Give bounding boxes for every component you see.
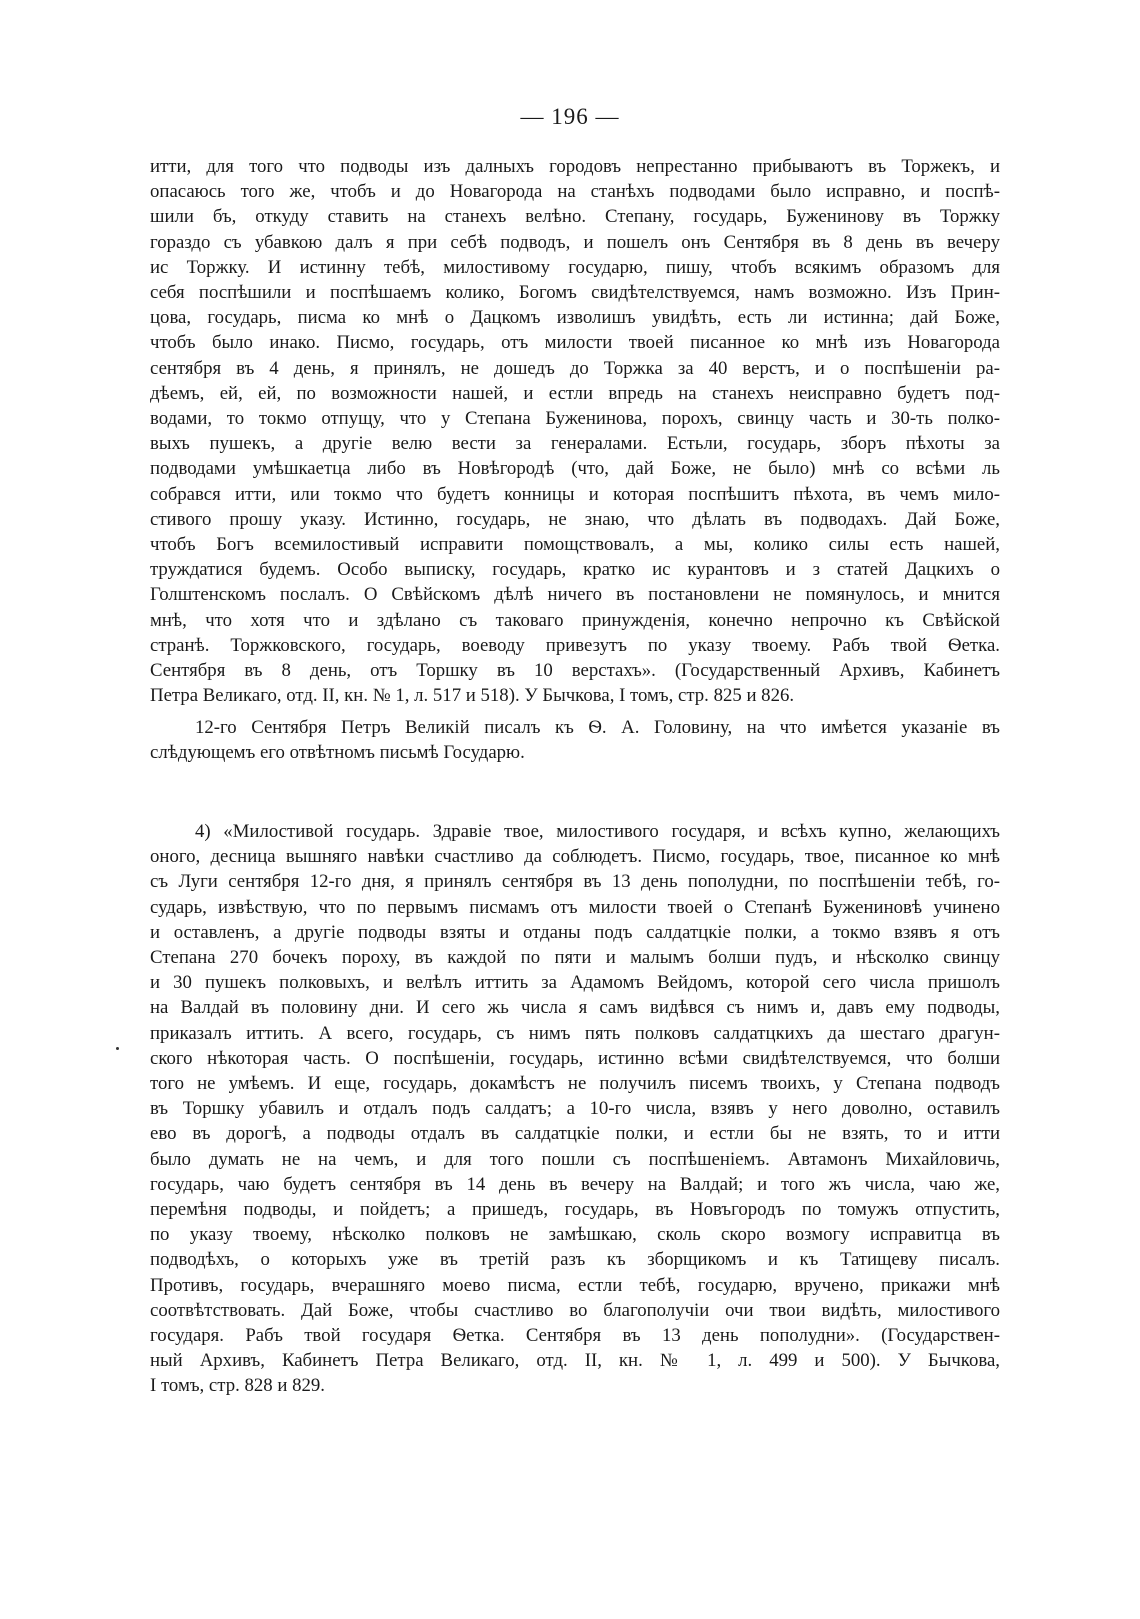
text-line: слѣдующемъ его отвѣтномъ письмѣ Государю. [150, 742, 525, 764]
text-line: водами, то токмо отпущу, что у Степана Буженинова, порохъ, свинцу часть и 30-ть полко- [150, 408, 1000, 430]
page-number: — 196 — [520, 104, 620, 129]
text-line: было думать не на чемъ, и для того пошли съ поспѣшеніемъ. Автамонъ Михайловичь, [150, 1148, 1000, 1170]
text-line: того не умѣемъ. И еще, государь, докамѣстъ не получилъ писемъ твоихъ, у Степана подводъ [150, 1073, 1000, 1095]
text-line: сударь, извѣствую, что по первымъ писмамъ отъ милости твоей о Степанѣ Бужениновѣ учинено [150, 896, 1000, 918]
text-line: собрався итти, или токмо что будетъ конницы и которая поспѣшитъ пѣхота, въ чемъ мило- [150, 483, 1000, 505]
text-line: I томъ, стр. 828 и 829. [150, 1375, 325, 1397]
text-line: соотвѣтствовать. Дай Боже, чтобы счастливо во благополучіи очи твои видѣть, милостивого [150, 1299, 1000, 1321]
text-line: дѣемъ, ей, ей, по возможности нашей, и естли впредь на станехъ неисправно будетъ под- [150, 382, 1000, 404]
text-line: подводами умѣшкаетца либо въ Новѣгородѣ (что, дай Боже, не было) мнѣ со всѣми ль [150, 458, 1000, 480]
text-line: приказалъ иттить. А всего, государь, съ нимъ пять полковъ салдатцкихъ да шестаго драгун- [150, 1022, 1000, 1044]
text-line: себя поспѣшили и поспѣшаемъ колико, Богомъ свидѣтелствуемся, намъ возможно. Изъ Прин- [150, 282, 1000, 304]
text-line: Сентября въ 8 день, отъ Торшку въ 10 верстахъ». (Государственный Архивъ, Кабинетъ [150, 660, 1000, 682]
text-line: подводѣхъ, о которыхъ уже въ третій разъ къ зборщикомъ и къ Татищеву писалъ. [150, 1249, 1000, 1271]
text-line: сентября въ 4 день, я принялъ, не дошедъ до Торжка за 40 верстъ, и о поспѣшеніи ра- [150, 357, 1000, 379]
margin-mark [116, 1047, 119, 1050]
intro-paragraph [150, 715, 1000, 765]
text-line: въ Торшку убавилъ и отдалъ подъ салдатъ; а 10-го числа, взявъ у него доволно, оставилъ [150, 1098, 1000, 1120]
text-line: и оставленъ, а другіе подводы взяты и отданы подъ салдатцкіе полки, а токмо взявъ я отъ [150, 921, 1000, 943]
text-line: итти, для того что подводы изъ далныхъ городовъ непрестанно прибываютъ въ Торжекъ, и [150, 156, 1000, 177]
text-line: Степана 270 бочекъ пороху, въ каждой по пяти и малымъ болши пудъ, и нѣсколко свинцу [150, 947, 1000, 969]
text-line: выхъ пушекъ, а другіе велю вести за генералами. Естьли, государь, зборъ пѣхоты за [150, 433, 1000, 455]
text-line: Голштенскомъ послалъ. О Свѣйскомъ дѣлѣ ничего въ постановлени не помянулось, и мнится [150, 584, 1000, 606]
text-line: опасаюсь того же, чтобъ и до Новагорода на станѣхъ подводами было исправно, и поспѣ- [150, 181, 1000, 203]
text-line: на Валдай въ половину дни. И сего жь числа я самъ видѣвся съ нимъ и, давъ ему подводы, [150, 997, 1000, 1019]
text-line: 12-го Сентября Петръ Великій писалъ къ Ѳ. А. Головину, на что имѣется указаніе въ [195, 717, 1000, 738]
text-line: труждатися будемъ. Особо выписку, государь, кратко ис курантовъ и з статей Дацкихъ о [150, 559, 1000, 581]
text-line: 4) «Милостивой государь. Здравіе твое, милостивого государя, и всѣхъ купно, желающихъ [195, 821, 1000, 842]
text-line: перемѣня подводы, и пойдетъ; а пришедъ, государь, въ Новъгородъ по томужъ отпустить, [150, 1199, 1000, 1221]
text-line: ево въ дорогѣ, а подводы отдалъ въ салдатцкіе полки, и естли бы не взять, то и итти [150, 1123, 1000, 1145]
text-line: цова, государь, писма ко мнѣ о Дацкомъ изволишъ увидѣть, есть ли истинна; дай Боже, [150, 307, 1000, 329]
text-line: мнѣ, что хотя что и здѣлано съ таковаго принужденія, конечно непрочно къ Свѣйской [150, 609, 1000, 631]
text-line: Петра Великаго, отд. II, кн. № 1, л. 517 и 518). У Бычкова, I томъ, стр. 825 и 826. [150, 685, 795, 707]
text-line: гораздо съ убавкою далъ я при себѣ подводъ, и пошелъ онъ Сентября въ 8 день въ вечеру [150, 231, 1000, 253]
text-line: оного, десница вышняго навѣки счастливо да соблюдетъ. Писмо, государь, твое, писанное ко мнѣ [150, 846, 1000, 868]
text-line: государь, чаю будетъ сентября въ 14 день въ вечеру на Валдай; и того жъ числа, чаю же, [150, 1173, 1000, 1195]
text-line: съ Луги сентября 12-го дня, я принялъ сентября въ 13 день пополудни, по поспѣшеніи тебѣ, го- [150, 871, 1000, 893]
letter-paragraph [150, 819, 1000, 1399]
text-line: ный Архивъ, Кабинетъ Петра Великаго, отд. II, кн. № 1, л. 499 и 500). У Бычкова, [150, 1350, 1000, 1372]
text-line: чтобъ Богъ всемилостивый исправити помощствовалъ, а мы, колико силы есть нашей, [150, 534, 1000, 556]
text-line: странѣ. Торжковского, государь, воеводу привезутъ по указу твоему. Рабъ твой Ѳетка. [150, 634, 1000, 656]
text-line: ского нѣкоторая часть. О поспѣшеніи, государь, истинно всѣми свидѣтелствуемся, что болши [150, 1047, 1000, 1069]
text-line: чтобъ было инако. Писмо, государь, отъ милости твоей писанное ко мнѣ изъ Новагорода [150, 332, 1000, 354]
continuation-paragraph [150, 154, 1000, 708]
text-line: и 30 пушекъ полковыхъ, и велѣлъ иттить за Адамомъ Вейдомъ, которой сего числа пришолъ [150, 972, 1000, 994]
text-line: государя. Рабъ твой государя Ѳетка. Сентября въ 13 день пополудни». (Государствен- [150, 1325, 1000, 1347]
text-line: стивого прошу указу. Истинно, государь, не знаю, что дѣлать въ подводахъ. Дай Боже, [150, 508, 1000, 530]
text-line: по указу твоему, нѣсколко полковъ не замѣшкаю, сколь скоро возмогу исправитца въ [150, 1224, 1000, 1246]
text-line: Противъ, государь, вчерашняго моево писма, естли тебѣ, государю, вручено, прикажи мнѣ [150, 1274, 1000, 1296]
text-line: шили бъ, откуду ставить на станехъ велѣно. Степану, государь, Буженинову въ Торжку [150, 206, 1000, 228]
text-line: ис Торжку. И истинну тебѣ, милостивому государю, пишу, чтобъ всякимъ образомъ для [150, 256, 1000, 278]
